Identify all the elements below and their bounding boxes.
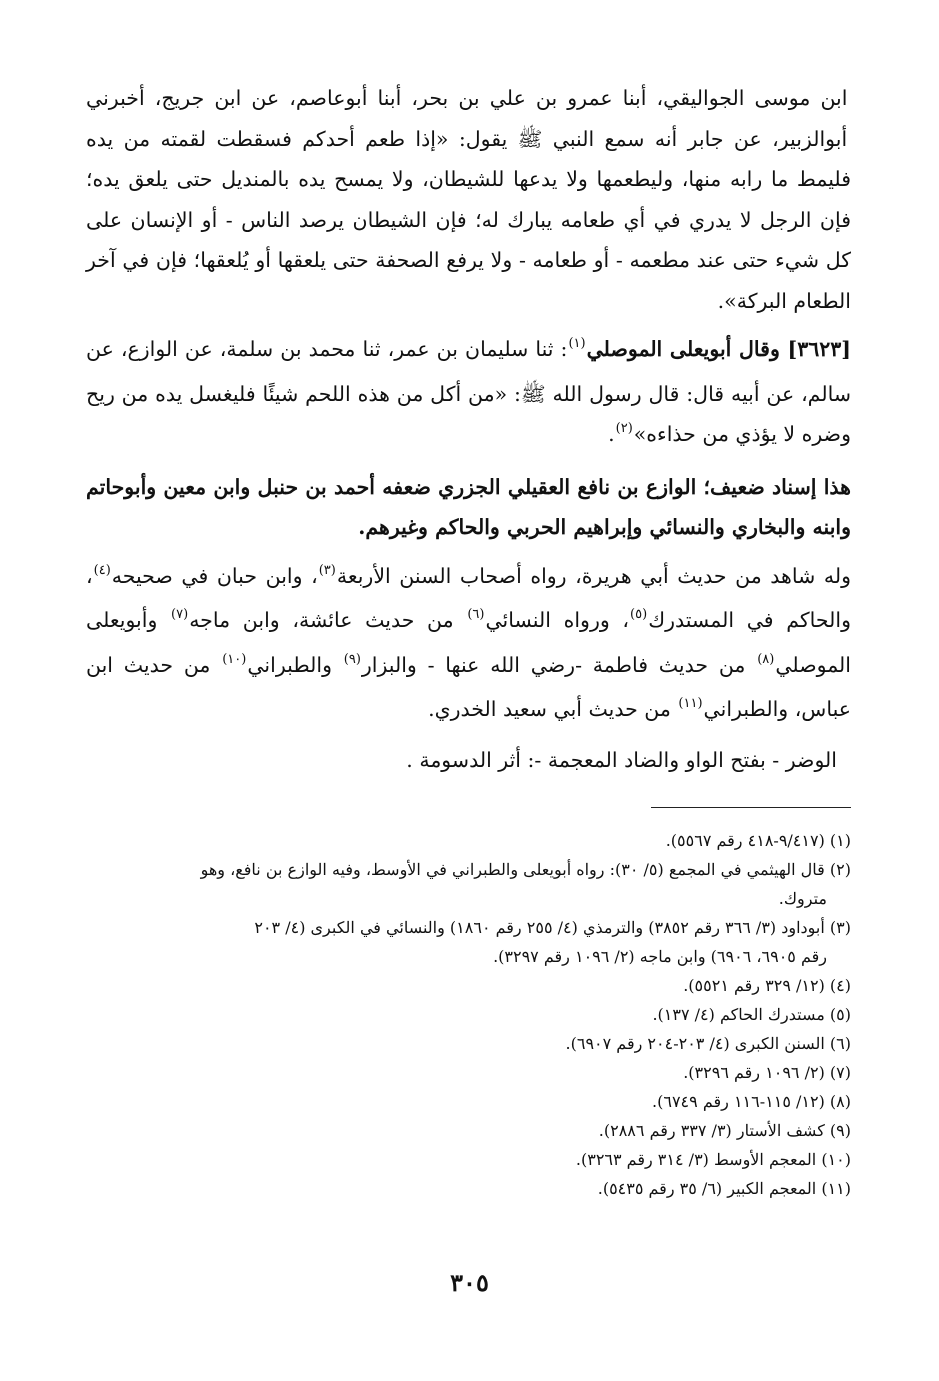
witness-text: من حديث فاطمة -رضي الله عنها - والبزار: [361, 652, 757, 677]
punctuation: .: [608, 422, 615, 446]
witness-text: وأبويعلى الموصلي: [86, 608, 851, 677]
footnote-6: (٦) السنن الكبرى (٤/ ٢٠٣-٢٠٤ رقم ٦٩٠٧).: [565, 1034, 851, 1053]
witness-text: ، ورواه النسائي: [485, 608, 630, 632]
hadith-paragraph-3623: [86, 329, 851, 459]
witness-text: والطبراني: [247, 652, 343, 677]
witness-paragraph: [86, 556, 851, 734]
text-line: ابن موسى الجواليقي، أبنا عمرو بن علي بن بحر، أبنا أبوعاصم، عن ابن جريج، أخبرني: [86, 86, 848, 110]
footnote-3: (٣) أبوداود (٣/ ٣٦٦ رقم ٣٨٥٢) والترمذي (٤/ ٢٥٥ رقم ١٨٦٠) والنسائي في الكبرى (٤/ ٢٠٣: [254, 918, 851, 937]
footnote-4: (٤) (١٢/ ٣٢٩ رقم ٥٥٢١).: [683, 976, 851, 995]
footnote-ref-5: (٥): [630, 607, 648, 622]
footnote-2-continued: [86, 884, 851, 913]
text-line: أبوالزبير، عن جابر أنه سمع النبي ﷺ يقول: «إذا طعم أحدكم فسقطت لقمته من يده: [86, 126, 848, 151]
witness-text: من حديث أبي سعيد الخدري.: [428, 697, 678, 721]
hadith-paragraph-1: [86, 78, 851, 321]
text-line: يده؛ فإن الرجل لا يدري في أي طعامه يبارك له؛ فإن الشيطان يرصد الناس - أو الإنسان: [86, 167, 851, 232]
isnad-assessment: هذا إسناد ضعيف؛ الوازع بن نافع العقيلي الجزري ضعفه أحمد بن حنبل وابن معين وأبوحاتم وابنه والبخاري والنسائي وإبراهيم الحربي والحاكم وغيرهم.: [86, 474, 851, 539]
witness-text: من حديث ابن عباس، والطبراني: [86, 652, 851, 721]
footnote-ref-6: (٦): [467, 607, 485, 622]
footnote-ref-10: (١٠): [222, 651, 247, 667]
footnote-ref-2: (٢): [615, 421, 633, 436]
hadith-text: : ثنا سليمان بن عمر، ثنا محمد بن سلمة، عن الوازع، عن سالم، عن أبيه قال: قال رسول الله ﷺ: «من أكل من هذه اللحم شيئًا فليغسل يده من ريح وضره لا يؤذي من حذاءه»: [86, 337, 851, 446]
footnote-continuation: متروك.: [778, 889, 827, 908]
page-number: ٣٠٥: [450, 1268, 489, 1297]
footnote-ref-1: (١): [568, 336, 586, 351]
footnote-2: (٢) قال الهيثمي في المجمع (٥/ ٣٠): رواه أبويعلى والطبراني في الأوسط، وفيه الوازع بن نافع، وهو: [200, 860, 851, 879]
footnote-continuation: رقم ٦٩٠٥، ٦٩٠٦) وابن ماجه (٢/ ١٠٩٦ رقم ٣٢٩٧).: [493, 947, 827, 966]
footnote-11: (١١) المعجم الكبير (٦/ ٣٥ رقم ٥٤٣٥).: [597, 1179, 851, 1198]
hadith-number-heading: [٣٦٢٣] وقال أبويعلى الموصلي: [586, 337, 851, 361]
footnote-separator: [651, 807, 851, 808]
main-text: [86, 78, 851, 786]
witness-text: ، وابن حبان في صحيحه: [111, 563, 318, 588]
footnote-ref-11: (١١): [678, 696, 703, 711]
footnote-9: (٩) كشف الأستار (٣/ ٣٣٧ رقم ٢٨٨٦).: [598, 1121, 851, 1140]
footnote-10: (١٠) المعجم الأوسط (٣/ ٣١٤ رقم ٣٢٦٣).: [575, 1150, 851, 1169]
gloss-paragraph: الوضر - بفتح الواو والضاد المعجمة -: أثر الدسومة .: [406, 747, 837, 772]
footnote-ref-7: (٧): [171, 607, 189, 622]
footnote-ref-4: (٤): [93, 562, 111, 578]
witness-text: ، والحاكم في المستدرك: [86, 563, 851, 632]
witness-text: من حديث عائشة، وابن ماجه: [189, 608, 467, 632]
footnote-8: (٨) (١٢/ ١١٥-١١٦ رقم ٦٧٤٩).: [652, 1092, 851, 1111]
text-line: فإن في آخر الطعام البركة».: [86, 248, 851, 313]
footnote-1: (١) (٩/٤١٧-٤١٨ رقم ٥٥٦٧).: [665, 831, 851, 850]
footnote-3-continued: [86, 942, 851, 971]
text-line: فليمط ما رابه منها، وليطعمها ولا يدعها للشيطان، ولا يمسح يده بالمنديل حتى يلعق: [119, 167, 851, 191]
footnote-ref-9: (٩): [343, 651, 361, 667]
footnote-ref-8: (٨): [757, 651, 775, 667]
footnote-5: (٥) مستدرك الحاكم (٤/ ١٣٧).: [652, 1005, 851, 1024]
footnote-7: (٧) (٢/ ١٠٩٦ رقم ٣٢٩٦).: [683, 1063, 851, 1082]
footnotes-section: [86, 826, 851, 1203]
footnote-ref-3: (٣): [318, 562, 336, 578]
witness-text: وله شاهد من حديث أبي هريرة، رواه أصحاب السنن الأربعة: [336, 563, 852, 588]
text-line: على كل شيء حتى عند مطعمه - أو طعامه - ولا يرفع الصحفة حتى يلعقها أو يُلعقها؛: [86, 207, 852, 272]
